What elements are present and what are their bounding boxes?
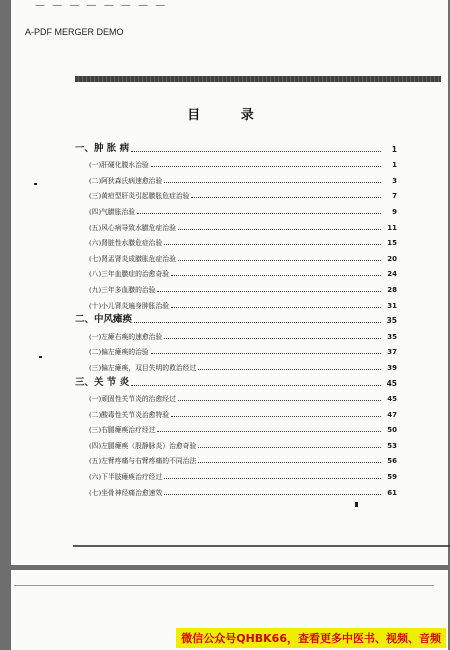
toc-section — [75, 138, 397, 154]
toc-label: (七)肾盂肾炎成臌胀危症治验 — [89, 254, 176, 263]
toc-label: (三)右腿瘫痪治疗经过 — [89, 426, 156, 435]
toc-page-number: 31 — [387, 301, 397, 310]
toc-page-number: 56 — [387, 457, 397, 466]
toc-page-number: 59 — [387, 473, 397, 482]
toc-page-number: 9 — [392, 207, 397, 216]
toc-entry — [75, 263, 397, 279]
toc-label: (十)小儿肾炎遍身肿胀治验 — [89, 301, 170, 310]
toc-leader — [164, 337, 381, 339]
next-page-rule — [14, 585, 434, 586]
toc-section — [75, 372, 397, 388]
scan-speck — [355, 502, 358, 507]
toc-page-number: 61 — [387, 488, 397, 497]
toc-leader — [191, 196, 381, 198]
toc-leader — [157, 290, 381, 292]
toc-label: (二)酸毒性关节炎治愈特验 — [89, 410, 170, 419]
toc-entry — [75, 356, 397, 372]
header-dashes: — — — — — — — — — [35, 0, 168, 11]
toc-label: (八)三年血臌症的治愈奇验 — [89, 270, 170, 279]
toc-entry — [75, 216, 397, 232]
toc-entry — [75, 481, 397, 497]
toc-page-number: 3 — [392, 176, 397, 185]
toc-leader — [171, 306, 381, 308]
toc-page-number: 1 — [392, 161, 397, 170]
toc-label: 二、中风瘫痪 — [75, 314, 133, 326]
page-title: 目 录 — [187, 108, 272, 123]
toc-entry — [75, 465, 397, 481]
toc-entry — [75, 388, 397, 404]
toc-leader — [137, 212, 381, 214]
toc-entry — [75, 434, 397, 450]
toc-leader — [171, 274, 381, 276]
toc-page-number: 28 — [387, 285, 397, 294]
toc-leader — [198, 446, 381, 448]
toc-label: (三)偏左瘫痪，双目失明的救治经过 — [89, 363, 197, 372]
watermark: A-PDF MERGER DEMO — [25, 27, 124, 37]
toc-label: (二)偏左瘫痪的治验 — [89, 348, 149, 357]
toc-page-number: 15 — [387, 239, 397, 248]
toc-page-number: 37 — [387, 348, 397, 357]
toc-leader — [151, 352, 381, 354]
toc-entry — [75, 341, 397, 357]
toc-label: (六)下半肢瘫痪治疗经过 — [89, 473, 163, 482]
scan-speck — [34, 183, 37, 185]
toc-leader — [164, 243, 381, 245]
toc-entry — [75, 247, 397, 263]
toc-label: (三)黄疸型肝炎引起臌胀危症治验 — [89, 192, 190, 201]
toc-leader — [151, 165, 381, 167]
toc-entry — [75, 450, 397, 466]
toc-page-number: 24 — [387, 270, 397, 279]
toc-page-number: 47 — [387, 410, 397, 419]
top-rule — [75, 76, 441, 82]
toc-leader — [131, 150, 381, 152]
toc-page-number: 45 — [387, 395, 397, 404]
toc-page-number: 1 — [391, 144, 397, 154]
toc-leader — [164, 493, 381, 495]
toc-page-number: 35 — [387, 332, 397, 341]
toc-label: (九)三年多血臌的治验 — [89, 285, 156, 294]
toc-page-number: 39 — [387, 363, 397, 372]
toc-label: (四)左腿瘫痪（股静脉炎）治愈奇验 — [89, 441, 197, 450]
toc-label: (七)坐骨神经痛治愈速效 — [89, 488, 163, 497]
promo-banner: 微信公众号QHBK66，查看更多中医书、视频、音频 — [176, 628, 446, 648]
toc-entry — [75, 294, 397, 310]
toc-leader — [164, 477, 381, 479]
toc-page-number: 7 — [392, 192, 397, 201]
toc-leader — [157, 430, 381, 432]
toc-leader — [134, 321, 381, 323]
toc-entry — [75, 200, 397, 216]
toc-label: (二)阿狄森氏病速愈治验 — [89, 176, 163, 185]
toc-leader — [131, 384, 381, 386]
toc-entry — [75, 169, 397, 185]
toc-page-number: 20 — [387, 254, 397, 263]
scan-speck — [39, 356, 42, 358]
toc-entry — [75, 325, 397, 341]
toc-leader — [198, 368, 381, 370]
toc-entry — [75, 232, 397, 248]
toc-page-number: 50 — [387, 426, 397, 435]
toc-label: 一、肿 胀 病 — [75, 142, 130, 154]
toc-label: (五)风心病导致水臌危症治验 — [89, 223, 176, 232]
toc-label: (一)顽固性关节炎的治愈经过 — [89, 395, 176, 404]
toc-entry — [75, 403, 397, 419]
toc-label: (五)左臂疼痛与右臂疼痛的不同治法 — [89, 457, 197, 466]
toc-leader — [164, 181, 381, 183]
toc-page-number: 53 — [387, 441, 397, 450]
toc-page-number: 45 — [386, 378, 397, 388]
toc-page-number: 11 — [387, 223, 397, 232]
toc-entry — [75, 278, 397, 294]
toc-entry — [75, 185, 397, 201]
toc-leader — [171, 415, 381, 417]
toc-label: (一)肝硬化腹水治验 — [89, 161, 149, 170]
toc-leader — [178, 259, 381, 261]
document-page — [11, 0, 448, 565]
toc-leader — [198, 461, 381, 463]
toc-label: (六)肾脏性水臌危症治验 — [89, 239, 163, 248]
toc-label: (一)左瘫右痪的速愈治验 — [89, 332, 163, 341]
toc-label: (四)气臌胀治验 — [89, 207, 136, 216]
toc-leader — [178, 228, 381, 230]
toc-leader — [178, 399, 381, 401]
toc-entry — [75, 419, 397, 435]
table-of-contents — [75, 138, 397, 497]
toc-section — [75, 310, 397, 326]
bottom-rule — [73, 545, 450, 547]
toc-label: 三、关 节 炎 — [75, 376, 130, 388]
toc-entry — [75, 154, 397, 170]
toc-page-number: 35 — [386, 316, 397, 326]
